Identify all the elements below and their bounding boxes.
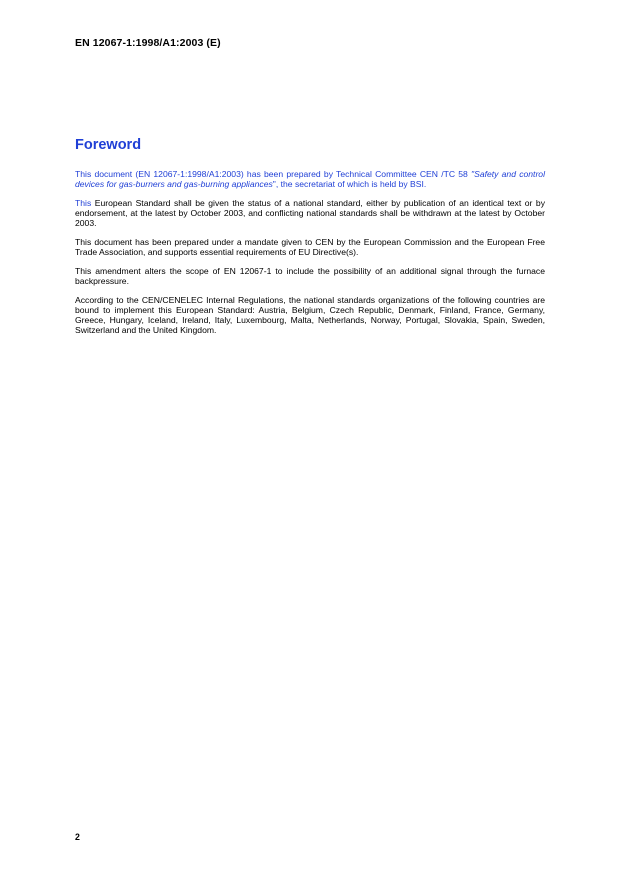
paragraph-preparation-text-1: This document (EN 12067-1:1998/A1:2003) has been prepared by Technical Committee CEN /TC 58: [75, 169, 472, 179]
document-header: EN 12067-1:1998/A1:2003 (E): [75, 37, 221, 49]
committee-name: "Safety and control devices for gas-burners and gas-burning appliances: [75, 169, 545, 190]
page-number: 2: [75, 832, 80, 842]
paragraph-status-lead: This: [75, 197, 92, 208]
paragraph-status: [75, 198, 545, 229]
page-title: Foreword: [75, 137, 142, 153]
paragraph-countries: According to the CEN/CENELEC Internal Regulations, the national standards organizations of the following countries are bound to implement this European Standard: Austria, Belgium, Czech Republic, Denmark, Finland, France, Germany, Greece, Hungary, Iceland, Ireland, Italy, Luxembourg, Malta, Netherlands, Norway, Portugal, Slovakia, Spain, Sweden, Switzerland and the United Kingdom.: [75, 294, 545, 336]
paragraph-mandate: This document has been prepared under a mandate given to CEN by the European Commission and the European Free Trade Association, and supports essential requirements of EU Directive(s).: [75, 237, 545, 258]
paragraph-preparation-text-2: ", the secretariat of which is held by BSI.: [272, 179, 427, 190]
paragraph-preparation: [75, 169, 545, 189]
foreword-body: [75, 169, 545, 344]
paragraph-status-text: European Standard shall be given the status of a national standard, either by publication of an identical text or by endorsement, at the latest by October 2003, and conflicting national standards shall be withdrawn at the latest by October 2003.: [75, 197, 545, 229]
paragraph-amendment: This amendment alters the scope of EN 12067-1 to include the possibility of an additional signal through the furnace backpressure.: [75, 265, 545, 287]
